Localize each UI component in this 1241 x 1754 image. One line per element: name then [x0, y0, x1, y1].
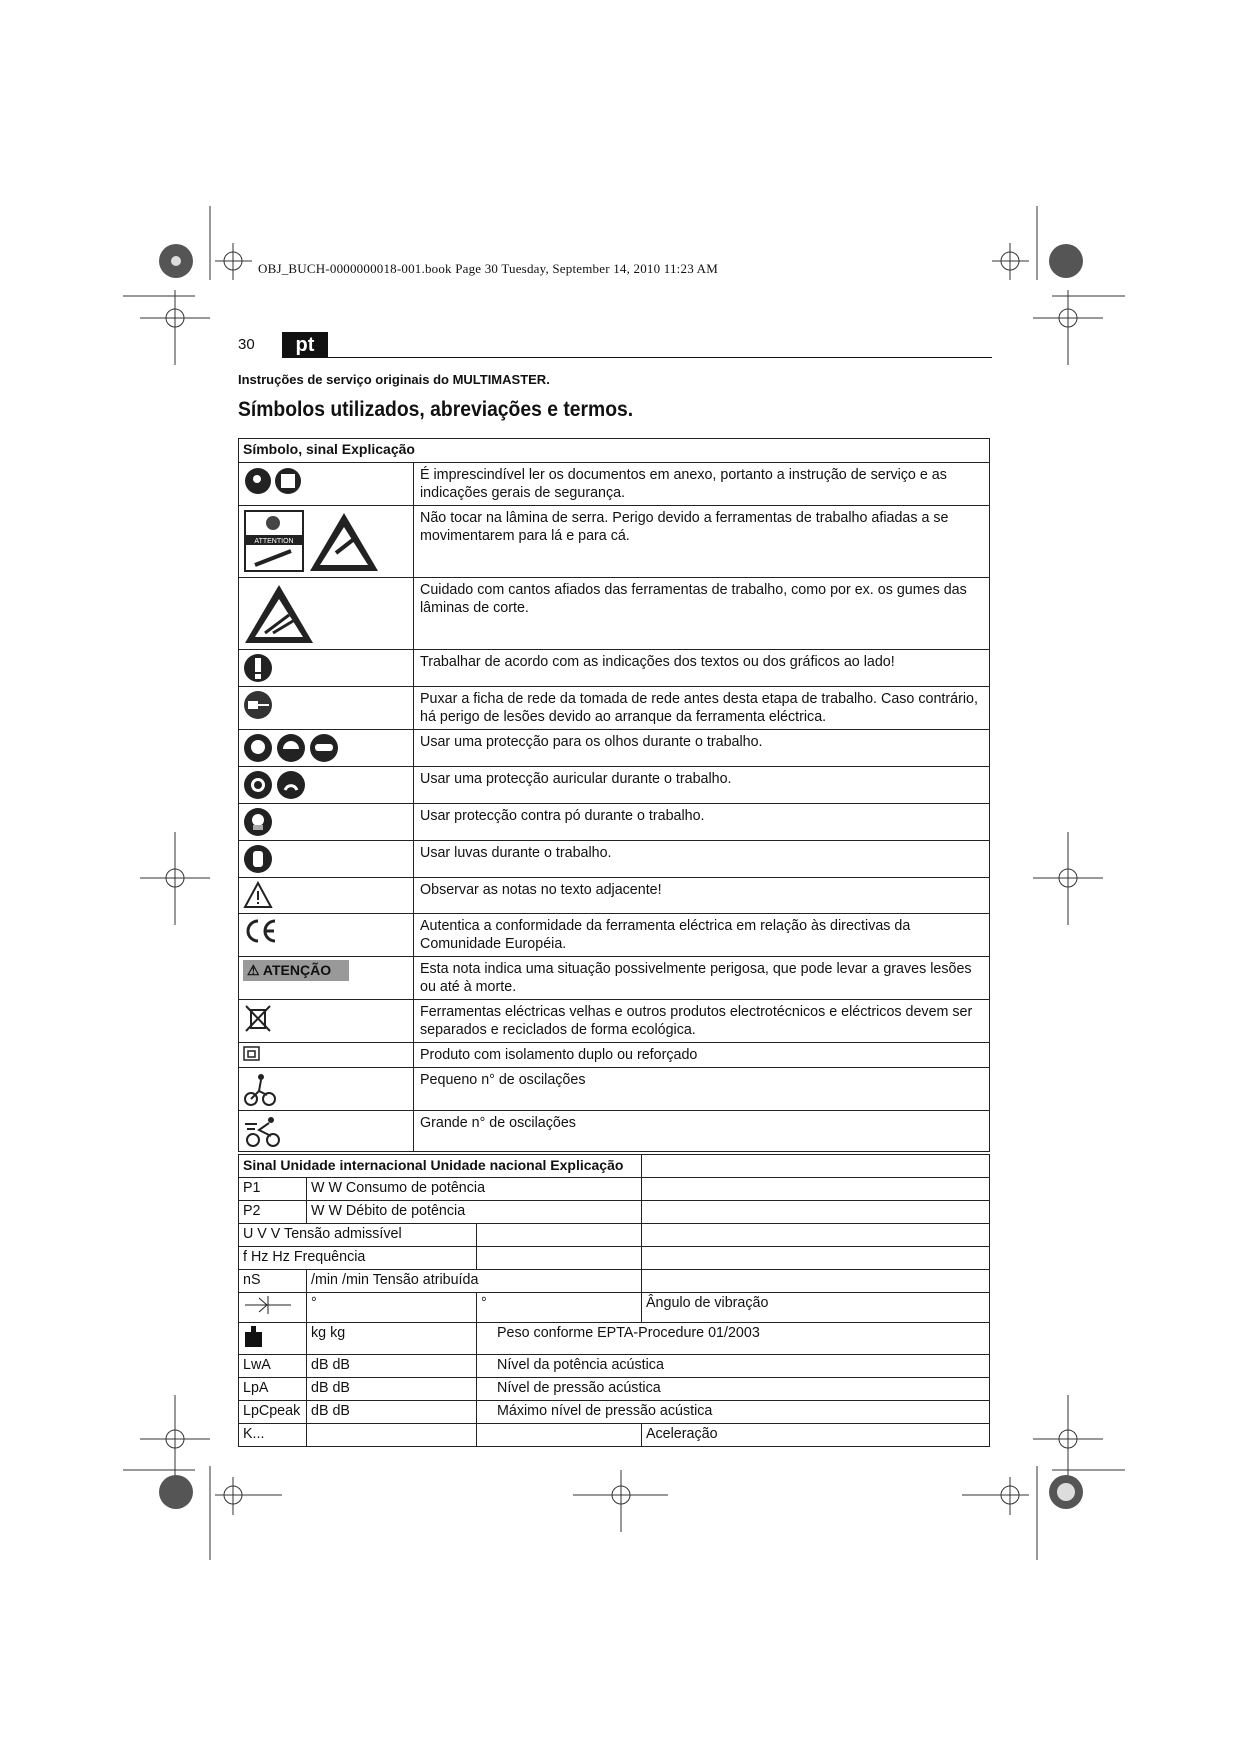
table-row — [239, 1111, 990, 1152]
table-row — [239, 1068, 990, 1111]
svg-text:ATTENTION: ATTENTION — [254, 538, 294, 545]
table-row — [239, 1401, 990, 1424]
symbol-explanation: Usar uma protecção auricular durante o trabalho. — [414, 767, 990, 804]
table-row — [239, 506, 990, 578]
warning-blade-triangle-icon — [308, 509, 380, 573]
table-row — [239, 1293, 990, 1323]
table-row — [239, 1270, 990, 1293]
table-row — [239, 841, 990, 878]
attention-saw-icon — [243, 509, 305, 573]
symbol-explanation: Grande n° de oscilações — [414, 1111, 990, 1152]
unit-explanation: Aceleração — [642, 1424, 990, 1447]
symbol-explanation: Ferramentas eléctricas velhas e outros produtos electrotécnicos e eléctricos devem ser separados e reciclados de forma ecológica. — [414, 1000, 990, 1043]
unit-sign: LpA — [239, 1378, 307, 1401]
table-row — [239, 578, 990, 650]
symbol-explanation: Produto com isolamento duplo ou reforçado — [414, 1043, 990, 1068]
unit-description: W W Débito de potência — [307, 1201, 642, 1224]
unit-explanation: Ângulo de vibração — [642, 1293, 990, 1323]
table-row — [239, 1224, 990, 1247]
sharp-edges-warning-icon — [243, 581, 315, 645]
language-badge: pt — [282, 332, 328, 358]
symbol-explanation: Usar uma protecção para os olhos durante o trabalho. — [414, 730, 990, 767]
helmet-icon — [276, 733, 306, 763]
unit-sign: K... — [239, 1424, 307, 1447]
unit-description: W W Consumo de potência — [307, 1178, 642, 1201]
goggles-icon — [309, 733, 339, 763]
unit-international: dB dB — [307, 1378, 477, 1401]
table-row — [239, 1247, 990, 1270]
table-row — [239, 957, 990, 1000]
ce-mark-icon — [243, 917, 279, 945]
unit-international: dB dB — [307, 1355, 477, 1378]
page-title: Símbolos utilizados, abreviações e termos. — [238, 398, 634, 421]
dust-mask-icon — [243, 807, 273, 837]
table-row — [239, 1355, 990, 1378]
ear-protection-icon — [276, 770, 306, 800]
unplug-icon — [243, 690, 273, 720]
unit-explanation: Nível de pressão acústica — [477, 1378, 990, 1401]
unit-sign: LwA — [239, 1355, 307, 1378]
unit-description: f Hz Hz Frequência — [239, 1247, 477, 1270]
ear-protection-icon — [243, 770, 273, 800]
symbol-explanation: Usar luvas durante o trabalho. — [414, 841, 990, 878]
gloves-icon — [243, 844, 273, 874]
atencao-badge-label: ATENÇÃO — [262, 962, 332, 978]
page-number: 30 — [238, 336, 255, 353]
unit-sign: P1 — [239, 1178, 307, 1201]
unit-international: kg kg — [307, 1323, 477, 1355]
table-row — [239, 1201, 990, 1224]
book-header: OBJ_BUCH-0000000018-001.book Page 30 Tuesday, September 14, 2010 11:23 AM — [258, 261, 718, 276]
unit-explanation: Nível da potência acústica — [477, 1355, 990, 1378]
table-row — [239, 914, 990, 957]
symbols-table — [238, 438, 990, 1152]
table-row — [239, 1323, 990, 1355]
unit-explanation: Máximo nível de pressão acústica — [477, 1401, 990, 1424]
table-row — [239, 1000, 990, 1043]
weight-icon — [243, 1324, 265, 1348]
symbol-explanation: Puxar a ficha de rede da tomada de rede antes desta etapa de trabalho. Caso contrário, há perigo de lesões devido ao arranque da ferramenta eléctrica. — [414, 687, 990, 730]
symbols-table-header: Símbolo, sinal Explicação — [239, 439, 990, 463]
warning-triangle-icon — [243, 881, 273, 909]
slow-cyclist-icon — [243, 1071, 277, 1107]
symbol-explanation: Observar as notas no texto adjacente! — [414, 878, 990, 914]
exclamation-icon — [243, 653, 273, 683]
units-table-header: Sinal Unidade internacional Unidade nacional Explicação — [239, 1155, 642, 1178]
table-row — [239, 730, 990, 767]
table-row — [239, 463, 990, 506]
table-row — [239, 878, 990, 914]
table-row — [239, 650, 990, 687]
header-rule — [282, 357, 992, 358]
symbol-explanation: Cuidado com cantos afiados das ferramentas de trabalho, como por ex. os gumes das lâminas de corte. — [414, 578, 990, 650]
symbol-explanation: Autentica a conformidade da ferramenta eléctrica em relação às directivas da Comunidade Européia. — [414, 914, 990, 957]
table-row — [239, 687, 990, 730]
table-row — [239, 1043, 990, 1068]
oscillation-angle-icon — [243, 1294, 293, 1316]
unit-national: ° — [477, 1293, 642, 1323]
symbol-explanation: Usar protecção contra pó durante o trabalho. — [414, 804, 990, 841]
double-insulation-icon — [243, 1046, 261, 1062]
unit-international: ° — [307, 1293, 477, 1323]
face-shield-icon — [243, 733, 273, 763]
symbol-explanation: Não tocar na lâmina de serra. Perigo devido a ferramentas de trabalho afiadas a se movimentarem para lá e para cá. — [414, 506, 990, 578]
unit-description: /min /min Tensão atribuída — [307, 1270, 642, 1293]
unit-sign: nS — [239, 1270, 307, 1293]
table-row — [239, 1378, 990, 1401]
symbol-explanation: É imprescindível ler os documentos em anexo, portanto a instrução de serviço e as indicações gerais de segurança. — [414, 463, 990, 506]
symbol-explanation: Trabalhar de acordo com as indicações dos textos ou dos gráficos ao lado! — [414, 650, 990, 687]
table-row — [239, 1424, 990, 1447]
symbol-explanation: Pequeno n° de oscilações — [414, 1068, 990, 1111]
page-subtitle: Instruções de serviço originais do MULTIMASTER. — [238, 372, 550, 387]
read-manual-icon — [243, 466, 303, 496]
table-row — [239, 1178, 990, 1201]
unit-explanation: Peso conforme EPTA-Procedure 01/2003 — [477, 1323, 990, 1355]
atencao-badge: ⚠ ATENÇÃO — [243, 960, 349, 981]
table-row — [239, 804, 990, 841]
unit-sign: P2 — [239, 1201, 307, 1224]
units-table — [238, 1154, 990, 1447]
unit-description: U V V Tensão admissível — [239, 1224, 477, 1247]
crossed-bin-icon — [243, 1003, 273, 1033]
symbol-explanation: Esta nota indica uma situação possivelmente perigosa, que pode levar a graves lesões ou até à morte. — [414, 957, 990, 1000]
table-row — [239, 767, 990, 804]
unit-sign: LpCpeak — [239, 1401, 307, 1424]
unit-international: dB dB — [307, 1401, 477, 1424]
fast-cyclist-icon — [243, 1114, 283, 1148]
